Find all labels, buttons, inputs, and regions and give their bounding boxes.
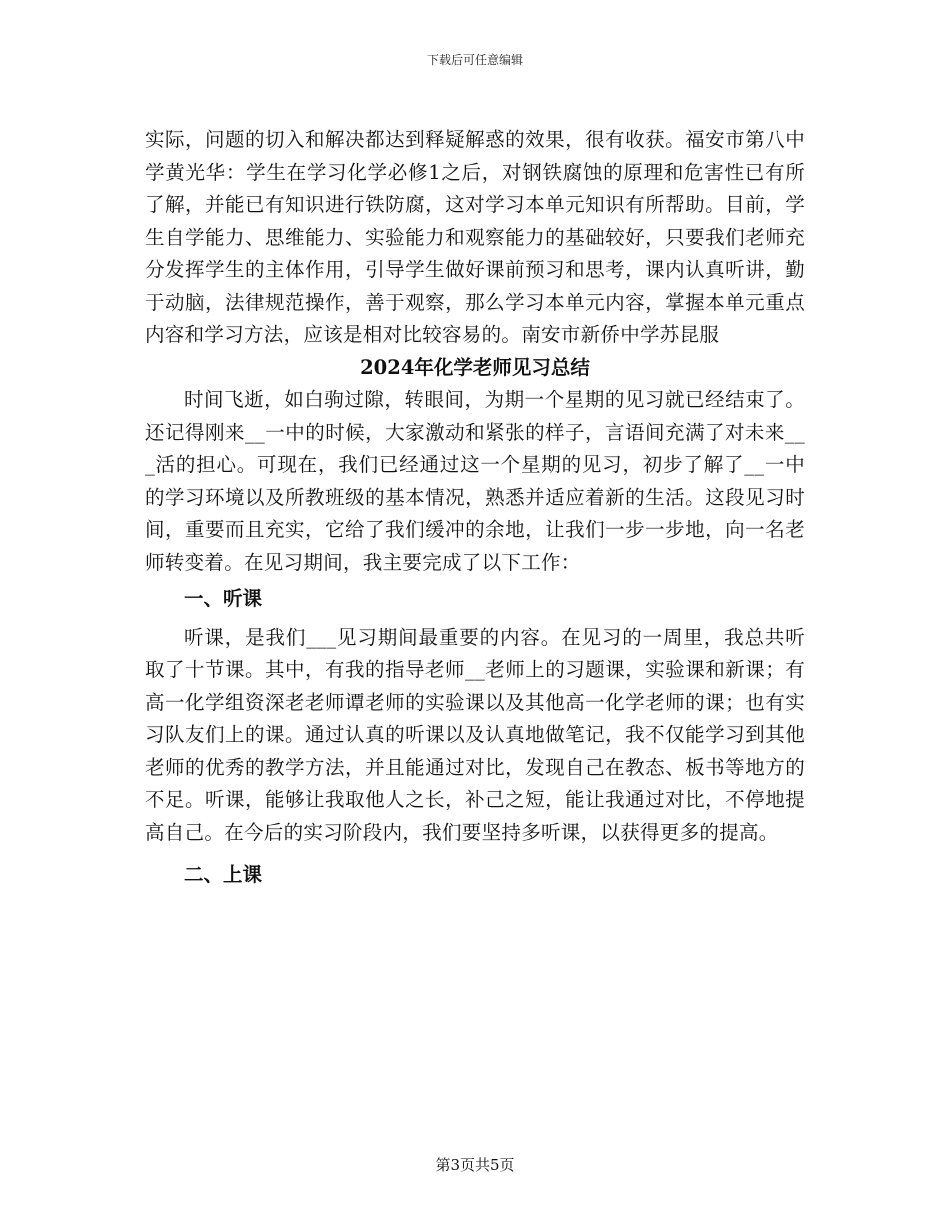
opening-paragraph: 时间飞逝，如白驹过隙，转眼间，为期一个星期的见习就已经结束了。还记得刚来__一中的时候，大家激动和紧张的样子，言语间充满了对未来___活的担心。可现在，我们已经通过这一个星期的见习，初步了解了__一中的学习环境以及所教班级的基本情况，熟悉并适应着新的生活。这段见习时间，重要而且充实，它给了我们缓冲的余地，让我们一步一步地，向一名老师转变着。在见习期间，我主要完成了以下工作： — [145, 388, 805, 574]
document-body — [145, 124, 805, 898]
document-title: 2024年化学老师见习总结 — [360, 355, 590, 379]
page-header: 下载后可任意编辑 — [426, 53, 523, 67]
section-heading-listening: 一、听课 — [184, 587, 263, 610]
intro-paragraph: 实际，问题的切入和解决都达到释疑解惑的效果，很有收获。福安市第八中学黄光华：学生在学习化学必修1之后，对钢铁腐蚀的原理和危害性已有所了解，并能已有知识进行铁防腐，这对学习本单元知识有所帮助。目前，学生自学能力、思维能力、实验能力和观察能力的基础较好，只要我们老师充分发挥学生的主体作用，引导学生做好课前预习和思考，课内认真听讲，勤于动脑，法律规范操作，善于观察，那么学习本单元内容，掌握本单元重点内容和学习方法，应该是相对比较容易的。南安市新侨中学苏昆服 — [145, 128, 805, 346]
page-number: 第3页共5页 — [435, 1156, 515, 1174]
section-heading-teaching: 二、上课 — [184, 863, 263, 886]
section-paragraph-listening: 听课，是我们___见习期间最重要的内容。在见习的一周里，我总共听取了十节课。其中，有我的指导老师__老师上的习题课，实验课和新课；有高一化学组资深老老师谭老师的实验课以及其他高一化学老师的课；也有实习队友们上的课。通过认真的听课以及认真地做笔记，我不仅能学习到其他老师的优秀的教学方法，并且能通过对比，发现自己在教态、板书等地方的不足。听课，能够让我取他人之长，补己之短，能让我通过对比，不停地提高自己。在今后的实习阶段内，我们要坚持多听课，以获得更多的提高。 — [145, 625, 805, 844]
